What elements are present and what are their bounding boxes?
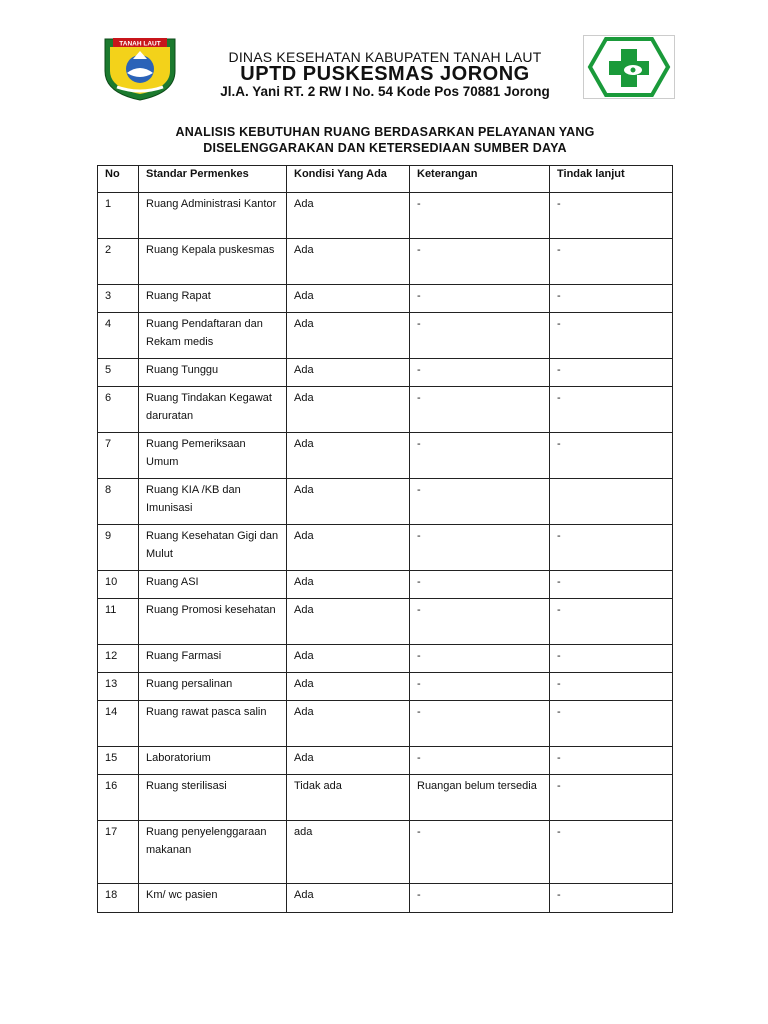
cell-no: 16 [98, 775, 139, 821]
cell-standar: Ruang KIA /KB dan Imunisasi [139, 479, 287, 525]
table-row [98, 193, 673, 239]
header-keterangan: Keterangan [410, 166, 550, 193]
cell-no: 11 [98, 599, 139, 645]
table-row [98, 239, 673, 285]
cell-tindak-lanjut: - [550, 673, 673, 701]
cell-keterangan: - [410, 193, 550, 239]
cell-standar: Ruang Tindakan Kegawat daruratan [139, 387, 287, 433]
cell-keterangan: - [410, 571, 550, 599]
cell-keterangan: - [410, 433, 550, 479]
cell-keterangan: - [410, 387, 550, 433]
table-row [98, 821, 673, 884]
cell-tindak-lanjut: - [550, 525, 673, 571]
table-row [98, 673, 673, 701]
cell-kondisi: Ada [287, 525, 410, 571]
cell-kondisi: Ada [287, 359, 410, 387]
cell-keterangan: - [410, 884, 550, 913]
cell-no: 17 [98, 821, 139, 884]
cell-no: 4 [98, 313, 139, 359]
cell-standar: Laboratorium [139, 747, 287, 775]
table-row [98, 747, 673, 775]
cell-keterangan: Ruangan belum tersedia [410, 775, 550, 821]
table-row [98, 313, 673, 359]
cell-no: 8 [98, 479, 139, 525]
header-tindak-lanjut: Tindak lanjut [550, 166, 673, 193]
cell-standar: Km/ wc pasien [139, 884, 287, 913]
institution-name: UPTD PUSKESMAS JORONG [240, 63, 530, 85]
cell-kondisi: Ada [287, 193, 410, 239]
cell-tindak-lanjut: - [550, 821, 673, 884]
table-row [98, 285, 673, 313]
cell-tindak-lanjut: - [550, 313, 673, 359]
table-row [98, 701, 673, 747]
header-standar: Standar Permenkes [139, 166, 287, 193]
table-row [98, 571, 673, 599]
cell-standar: Ruang sterilisasi [139, 775, 287, 821]
cell-tindak-lanjut: - [550, 433, 673, 479]
cell-no: 3 [98, 285, 139, 313]
cell-no: 18 [98, 884, 139, 913]
cell-standar: Ruang ASI [139, 571, 287, 599]
agency-name: DINAS KESEHATAN KABUPATEN TANAH LAUT [228, 49, 542, 65]
cell-tindak-lanjut: - [550, 571, 673, 599]
cell-no: 14 [98, 701, 139, 747]
cell-kondisi: Ada [287, 313, 410, 359]
cell-kondisi: Ada [287, 571, 410, 599]
cell-keterangan: - [410, 747, 550, 775]
cell-no: 7 [98, 433, 139, 479]
cell-keterangan: - [410, 701, 550, 747]
document-title-line-1: ANALISIS KEBUTUHAN RUANG BERDASARKAN PELAYANAN YANG [175, 125, 595, 139]
svg-text:TANAH LAUT: TANAH LAUT [119, 40, 161, 48]
cell-keterangan: - [410, 313, 550, 359]
cell-kondisi: Ada [287, 645, 410, 673]
cell-keterangan: - [410, 479, 550, 525]
cell-kondisi: Ada [287, 479, 410, 525]
cell-no: 9 [98, 525, 139, 571]
room-needs-table [97, 165, 673, 913]
cell-standar: Ruang persalinan [139, 673, 287, 701]
cell-tindak-lanjut: - [550, 599, 673, 645]
cell-keterangan: - [410, 673, 550, 701]
cell-keterangan: - [410, 821, 550, 884]
cell-kondisi: Ada [287, 701, 410, 747]
cell-kondisi: Ada [287, 747, 410, 775]
cell-kondisi: Ada [287, 239, 410, 285]
header-no: No [98, 166, 139, 193]
cell-tindak-lanjut: - [550, 701, 673, 747]
table-row [98, 359, 673, 387]
cell-standar: Ruang Pendaftaran dan Rekam medis [139, 313, 287, 359]
cell-no: 10 [98, 571, 139, 599]
cell-standar: Ruang Rapat [139, 285, 287, 313]
cell-keterangan: - [410, 645, 550, 673]
cell-standar: Ruang Promosi kesehatan [139, 599, 287, 645]
cell-standar: Ruang penyelenggaraan makanan [139, 821, 287, 884]
cell-keterangan: - [410, 239, 550, 285]
cell-kondisi: ada [287, 821, 410, 884]
cell-tindak-lanjut: - [550, 285, 673, 313]
cell-keterangan: - [410, 359, 550, 387]
cell-standar: Ruang Pemeriksaan Umum [139, 433, 287, 479]
cell-standar: Ruang Kepala puskesmas [139, 239, 287, 285]
cell-tindak-lanjut: - [550, 387, 673, 433]
cell-tindak-lanjut: - [550, 193, 673, 239]
cell-tindak-lanjut: - [550, 239, 673, 285]
tanah-laut-logo [103, 37, 177, 101]
cell-no: 15 [98, 747, 139, 775]
table-row [98, 645, 673, 673]
table-row [98, 433, 673, 479]
table-row [98, 884, 673, 913]
cell-kondisi: Ada [287, 285, 410, 313]
cell-kondisi: Ada [287, 884, 410, 913]
table-row [98, 525, 673, 571]
cell-no: 1 [98, 193, 139, 239]
cell-tindak-lanjut: - [550, 359, 673, 387]
cell-no: 5 [98, 359, 139, 387]
cell-standar: Ruang Tunggu [139, 359, 287, 387]
cell-tindak-lanjut [550, 479, 673, 525]
cell-kondisi: Tidak ada [287, 775, 410, 821]
cell-no: 12 [98, 645, 139, 673]
cell-standar: Ruang rawat pasca salin [139, 701, 287, 747]
institution-address: Jl.A. Yani RT. 2 RW I No. 54 Kode Pos 70881 Jorong [220, 84, 550, 99]
table-row [98, 387, 673, 433]
table-row [98, 775, 673, 821]
table-row [98, 599, 673, 645]
header-kondisi: Kondisi Yang Ada [287, 166, 410, 193]
cell-keterangan: - [410, 599, 550, 645]
cell-keterangan: - [410, 285, 550, 313]
cell-no: 6 [98, 387, 139, 433]
cell-kondisi: Ada [287, 673, 410, 701]
cell-tindak-lanjut: - [550, 775, 673, 821]
cell-standar: Ruang Administrasi Kantor [139, 193, 287, 239]
cell-tindak-lanjut: - [550, 747, 673, 775]
table-row [98, 479, 673, 525]
table-header-row [98, 166, 673, 193]
document-title-line-2: DISELENGGARAKAN DAN KETERSEDIAAN SUMBER DAYA [203, 141, 567, 155]
cell-kondisi: Ada [287, 599, 410, 645]
cell-tindak-lanjut: - [550, 884, 673, 913]
cell-kondisi: Ada [287, 387, 410, 433]
cell-tindak-lanjut: - [550, 645, 673, 673]
cell-keterangan: - [410, 525, 550, 571]
cell-no: 13 [98, 673, 139, 701]
cell-no: 2 [98, 239, 139, 285]
cell-kondisi: Ada [287, 433, 410, 479]
cell-standar: Ruang Kesehatan Gigi dan Mulut [139, 525, 287, 571]
cell-standar: Ruang Farmasi [139, 645, 287, 673]
